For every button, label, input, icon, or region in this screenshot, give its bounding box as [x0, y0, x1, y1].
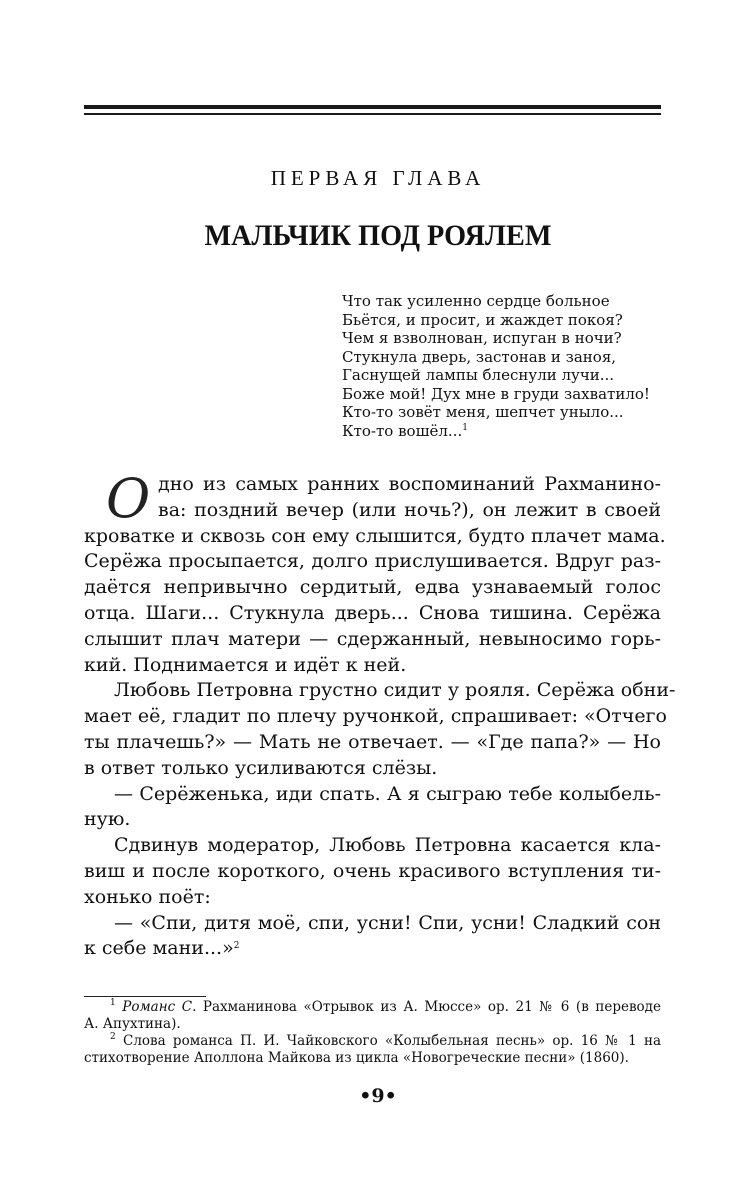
body-line: Любовь Петровна грустно сидит у рояля. Серёжа обни- — [114, 679, 676, 702]
body-line: мает её, гладит по плечу ручонкой, спрашивает: «Отчего — [84, 705, 667, 728]
footnote-ref-1[interactable]: 1 — [462, 422, 468, 433]
body-line: виш и после короткого, очень красивого вступления ти- — [84, 859, 661, 882]
footnote-1-line — [84, 999, 661, 1016]
body-line: Сдвинув модератор, Любовь Петровна касается кла- — [114, 834, 661, 857]
body-line: ную. — [84, 808, 131, 831]
footnotes — [84, 999, 661, 1067]
body-line: кроватке и сквозь сон ему слышится, будто плачет мама. — [84, 524, 666, 547]
body-line: даётся непривычно сердитый, едва узнаваемый голос — [84, 576, 661, 599]
body-line: дно из самых ранних воспоминаний Рахманино- — [158, 473, 661, 495]
body-line: Серёжа просыпается, долго прислушивается. Вдруг раз- — [84, 550, 661, 573]
footnote-1-cont: А. Апухтина). — [84, 1016, 181, 1032]
footnote-2-text: Слова романса П. И. Чайковского «Колыбельная песнь» ор. 16 № 1 на — [123, 1033, 662, 1049]
footnote-2-line — [84, 1033, 661, 1050]
header-rule-thick — [84, 105, 661, 109]
body-line: отца. Шаги... Стукнула дверь... Снова тишина. Серёжа — [84, 601, 661, 624]
body-line — [84, 936, 661, 962]
epigraph-line: Кто-то зовёт меня, шепчет уныло... — [342, 403, 624, 421]
chapter-title: МАЛЬЧИК ПОД РОЯЛЕМ — [204, 219, 552, 252]
epigraph-line — [342, 422, 702, 441]
epigraph — [342, 292, 702, 440]
body-line: — Серёженька, иди спать. А я сыграю тебе колыбель- — [114, 782, 661, 805]
body-text — [84, 467, 676, 962]
footnote-1-italic: Романс С. — [122, 999, 197, 1015]
epigraph-line: Гаснущей лампы блеснули лучи... — [342, 366, 615, 384]
footnote-1-number: 1 — [110, 998, 116, 1008]
epigraph-line: Бьётся, и просит, и жаждет покоя? — [342, 310, 623, 329]
footnote-1-text: Рахманинова «Отрывок из А. Мюссе» ор. 21 № 6 (в переводе — [202, 999, 661, 1015]
epigraph-last-text: Кто-то вошёл... — [342, 421, 463, 440]
drop-cap: О — [106, 467, 151, 530]
body-line: ты плачешь?» — Мать не отвечает. — «Где папа?» — Но — [84, 730, 661, 753]
footnote-2-cont: стихотворение Аполлона Майкова из цикла «Новогреческие песни» (1860). — [84, 1050, 629, 1066]
epigraph-line: Боже мой! Дух мне в груди захватило! — [342, 384, 650, 403]
body-line: слышит плач матери — сдержанный, невыносимо горь- — [84, 627, 661, 650]
epigraph-line: Стукнула дверь, застонав и заноя, — [342, 347, 617, 366]
body-line: ва: поздний вечер (или ночь?), он лежит в своей — [158, 498, 661, 521]
header-rule-thin — [84, 113, 661, 115]
chapter-label: ПЕРВАЯ ГЛАВА — [270, 166, 486, 190]
footnote-separator — [84, 996, 206, 997]
body-line: хонько поёт: — [84, 885, 211, 908]
footnote-2-number: 2 — [110, 1032, 116, 1042]
body-line: — «Спи, дитя моё, спи, усни! Спи, усни! Сладкий сон — [114, 911, 661, 934]
epigraph-line: Чем я взволнован, испуган в ночи? — [342, 329, 622, 347]
page-number: •9• — [359, 1085, 397, 1107]
body-line: кий. Поднимается и идёт к ней. — [84, 653, 407, 676]
body-line: в ответ только усиливаются слёзы. — [84, 756, 438, 779]
epigraph-line: Что так усиленно сердце больное — [342, 292, 610, 310]
footnote-ref-2[interactable]: 2 — [233, 941, 240, 952]
body-last-text: к себе мани...» — [84, 937, 234, 960]
